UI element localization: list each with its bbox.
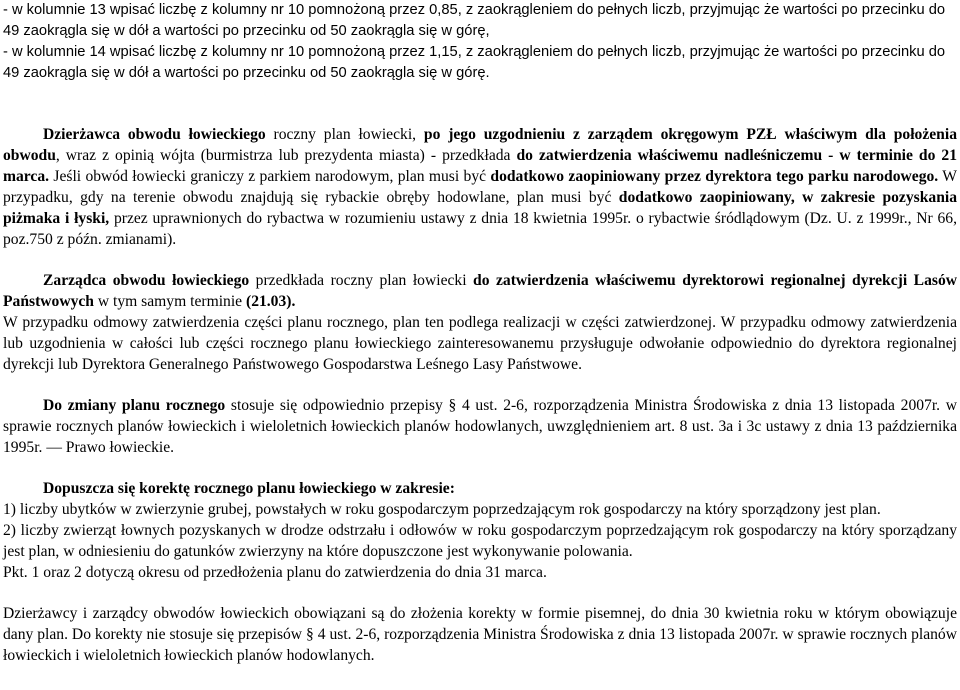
- intro-list: [3, 0, 957, 84]
- correction-heading: Dopuszcza się korektę rocznego planu łowieckiego w zakresie:: [43, 480, 455, 497]
- paragraph-plan-change: Do zmiany planu rocznego stosuje się odpowiednio przepisy § 4 ust. 2-6, rozporządzenia Ministra Środowiska z dnia 13 listopada 2007r. w sprawie rocznych planów łowieckich i wieloletnich łowieckich planów hodowlanych, uwzględnieniem art. 8 ust. 3a i 3c ustawy z dnia 13 października 1995r. ― Prawo łowieckie.: [3, 397, 957, 456]
- correction-item-2: 2) liczby zwierząt łownych pozyskanych w drodze odstrzału i odłowów w roku gospodarczym poprzedzającym rok gospodarczy na który sporządzany jest plan, w odniesieniu do gatunków zwierzyny na które dopuszczone jest wykonywanie polowania.: [3, 522, 957, 560]
- intro-item-column-13: - w kolumnie 13 wpisać liczbę z kolumny nr 10 pomnożoną przez 0,85, z zaokrągleniem do pełnych liczb, przyjmując że wartości po przecinku do 49 zaokrągla się w dół a wartości po przecinku od 50 zaokrągla się w górę,: [3, 2, 946, 39]
- lease-holder-label: Dzierżawca obwodu łowieckiego: [43, 126, 266, 143]
- paragraph-correction-deadline: Dzierżawcy i zarządcy obwodów łowieckich obowiązani są do złożenia korekty w formie pisemnej, do dnia 30 kwietnia roku w którym obowiązuje dany plan. Do korekty nie stosuje się przepisów § 4 ust. 2-6, rozporządzenia Ministra Środowiska z dnia 13 listopada 2007r. w sprawie rocznych planów łowieckich i wieloletnich łowieckich planów hodowlanych.: [3, 605, 957, 664]
- manager-label: Zarządca obwodu łowieckiego: [43, 272, 250, 289]
- intro-item-column-14: - w kolumnie 14 wpisać liczbę z kolumny nr 10 pomnożoną przez 1,15, z zaokrągleniem do pełnych liczb, przyjmując że wartości po przecinku do 49 zaokrągla się w dół a wartości po przecinku od 50 zaokrągla się w górę.: [3, 44, 946, 81]
- paragraph-lease-holder: Dzierżawca obwodu łowieckiego roczny plan łowiecki, po jego uzgodnieniu z zarządem okręgowym PZŁ właściwym dla położenia obwodu, wraz z opinią wójta (burmistrza lub prezydenta miasta) - przedkłada do zatwierdzenia właściwemu nadleśniczemu - w terminie do 21 marca. Jeśli obwód łowiecki graniczy z parkiem narodowym, plan musi być dodatkowo zaopiniowany przez dyrektora tego parku narodowego. W przypadku, gdy na terenie obwodu znajdują się rybackie obręby hodowlane, plan musi być dodatkowo zaopiniowany, w zakresie pozyskania piżmaka i łyski, przez uprawnionych do rybactwa w rozumieniu ustawy z dnia 18 kwietnia 1995r. o rybactwie śródlądowym (Dz. U. z 1999r., Nr 66, poz.750 z późn. zmianami).: [3, 126, 957, 248]
- paragraph-refusal: W przypadku odmowy zatwierdzenia części planu rocznego, plan ten podlega realizacji w części zatwierdzonej. W przypadku odmowy zatwierdzenia lub uzgodnienia w całości lub części rocznego planu łowieckiego zainteresowanemu przysługuje odwołanie odpowiednio do dyrektora regionalnej dyrekcji lub Dyrektora Generalnego Państwowego Gospodarstwa Leśnego Lasy Państwowe.: [3, 314, 957, 373]
- paragraph-manager: Zarządca obwodu łowieckiego przedkłada roczny plan łowiecki do zatwierdzenia właściwemu dyrektorowi regionalnej dyrekcji Lasów Państwowych w tym samym terminie (21.03).: [3, 272, 957, 310]
- correction-note: Pkt. 1 oraz 2 dotyczą okresu od przedłożenia planu do zatwierdzenia do dnia 31 marca.: [3, 564, 547, 581]
- correction-item-1: 1) liczby ubytków w zwierzynie grubej, powstałych w roku gospodarczym poprzedzającym rok gospodarczy na który sporządzony jest plan.: [3, 501, 881, 518]
